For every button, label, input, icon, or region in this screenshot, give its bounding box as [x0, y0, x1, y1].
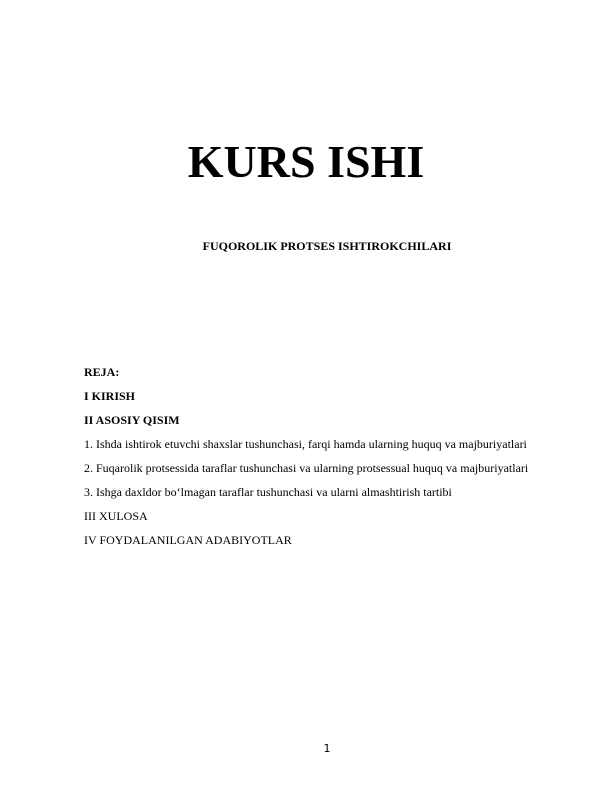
plan-item-2: 2. Fuqarolik protsessida taraflar tushunchasi va ularning protsessual huquq va majburiyatlari — [84, 461, 529, 475]
plan-item-main-part: II ASOSIY QISIM — [84, 413, 180, 427]
document-title: KURS ISHI — [187, 136, 425, 187]
plan-item-references: IV FOYDALANILGAN ADABIYOTLAR — [84, 533, 292, 547]
document-subtitle: FUQOROLIK PROTSES ISHTIROKCHILARI — [202, 239, 452, 253]
page-number: 1 — [323, 742, 331, 755]
plan-item-introduction: I KIRISH — [84, 389, 136, 403]
plan-item-3: 3. Ishga daxldor bo‘lmagan taraflar tushunchasi va ularni almashtirish tartibi — [84, 485, 452, 499]
plan-heading: REJA: — [84, 365, 120, 379]
plan-section — [84, 360, 570, 552]
plan-item-1: 1. Ishda ishtirok etuvchi shaxslar tushunchasi, farqi hamda ularning huquq va majburiyatlari — [84, 437, 527, 451]
plan-item-conclusion: III XULOSA — [84, 509, 148, 523]
